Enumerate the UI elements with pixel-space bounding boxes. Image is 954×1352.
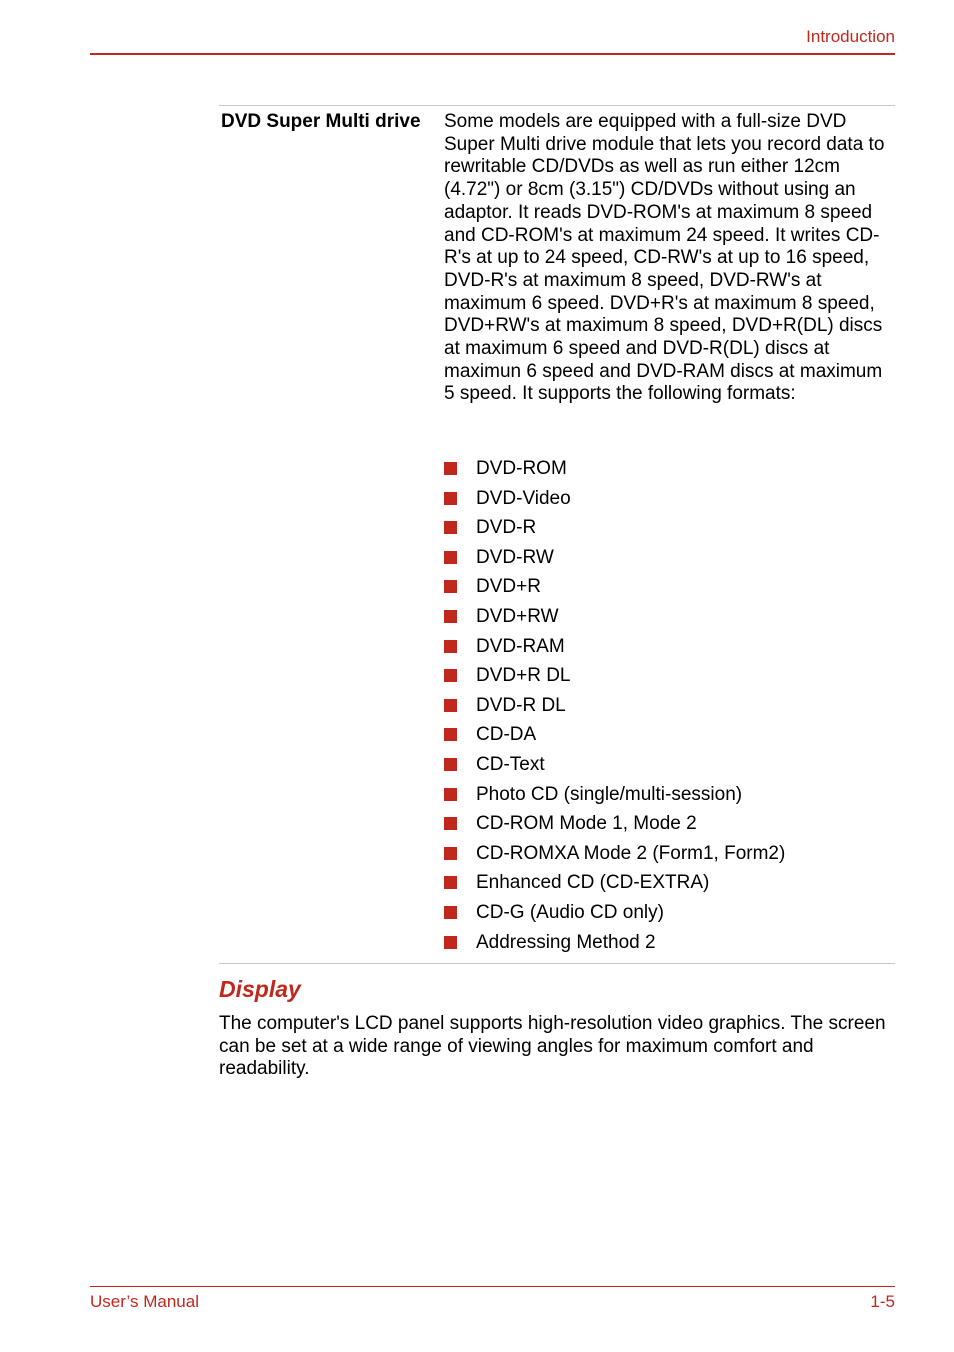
list-item-label: Enhanced CD (CD-EXTRA) <box>476 872 710 894</box>
list-item-label: CD-ROM Mode 1, Mode 2 <box>476 813 697 835</box>
list-item <box>444 812 785 842</box>
square-bullet-icon <box>444 551 457 564</box>
list-item-label: CD-DA <box>476 724 537 746</box>
footer-manual-title: User’s Manual <box>90 1292 199 1311</box>
section-heading-display: Display <box>219 976 301 1002</box>
square-bullet-icon <box>444 906 457 919</box>
list-item <box>444 842 785 872</box>
list-item <box>444 664 785 694</box>
spec-term: DVD Super Multi drive <box>221 111 421 132</box>
square-bullet-icon <box>444 669 457 682</box>
square-bullet-icon <box>444 521 457 534</box>
list-item <box>444 457 785 487</box>
list-item-label: DVD-ROM <box>476 458 567 479</box>
list-item-label: DVD+RW <box>476 605 559 627</box>
square-bullet-icon <box>444 580 457 593</box>
square-bullet-icon <box>444 492 457 505</box>
header-rule <box>90 53 895 55</box>
list-item-label: DVD-R <box>476 517 537 539</box>
list-item <box>444 635 785 665</box>
square-bullet-icon <box>444 462 457 475</box>
list-item <box>444 783 785 813</box>
square-bullet-icon <box>444 728 457 741</box>
list-item <box>444 723 785 753</box>
list-item <box>444 575 785 605</box>
list-item <box>444 753 785 783</box>
square-bullet-icon <box>444 817 457 830</box>
square-bullet-icon <box>444 788 457 801</box>
format-list <box>444 457 785 960</box>
list-item <box>444 487 785 517</box>
square-bullet-icon <box>444 610 457 623</box>
footer-page-number: 1-5 <box>870 1292 895 1311</box>
list-item-label: Photo CD (single/multi-session) <box>476 783 743 805</box>
list-item <box>444 871 785 901</box>
list-item <box>444 605 785 635</box>
list-item-label: CD-G (Audio CD only) <box>476 901 664 923</box>
square-bullet-icon <box>444 699 457 712</box>
spec-description: Some models are equipped with a full-size DVD Super Multi drive module that lets you record data to rewritable CD/DVDs as well as run either 12cm (4.72") or 8cm (3.15") CD/DVDs without using an adaptor. It reads DVD-ROM's at maximum 8 speed and CD-ROM's at maximum 24 speed. It writes CD-R's at up to 24 speed, CD-RW's at up to 16 speed, DVD-R's at maximum 8 speed, DVD-RW's at maximum 6 speed. DVD+R's at maximum 8 speed, DVD+RW's at maximum 8 speed, DVD+R(DL) discs at maximum 6 speed and DVD-R(DL) discs at maximun 6 speed and DVD-RAM discs at maximum 5 speed. It supports the following formats: <box>444 111 885 405</box>
square-bullet-icon <box>444 640 457 653</box>
footer-rule <box>90 1286 895 1287</box>
square-bullet-icon <box>444 847 457 860</box>
list-item <box>444 931 785 961</box>
list-item-label: CD-ROMXA Mode 2 (Form1, Form2) <box>476 842 786 864</box>
list-item-label: DVD-Video <box>476 487 571 509</box>
list-item-label: DVD+R DL <box>476 665 571 687</box>
list-item-label: CD-Text <box>476 753 545 775</box>
section-body-display: The computer's LCD panel supports high-resolution video graphics. The screen can be set at a wide range of viewing angles for maximum comfort and readability. <box>219 1013 886 1080</box>
square-bullet-icon <box>444 758 457 771</box>
running-header-section: Introduction <box>806 27 895 46</box>
square-bullet-icon <box>444 876 457 889</box>
list-item-label: DVD+R <box>476 576 541 598</box>
table-rule-bottom <box>219 963 895 964</box>
list-item-label: DVD-R DL <box>476 694 566 716</box>
list-item <box>444 694 785 724</box>
list-item-label: Addressing Method 2 <box>476 931 656 953</box>
list-item <box>444 516 785 546</box>
square-bullet-icon <box>444 936 457 949</box>
list-item-label: DVD-RW <box>476 546 554 568</box>
table-rule-top <box>219 105 895 106</box>
list-item <box>444 546 785 576</box>
list-item <box>444 901 785 931</box>
list-item-label: DVD-RAM <box>476 635 565 657</box>
